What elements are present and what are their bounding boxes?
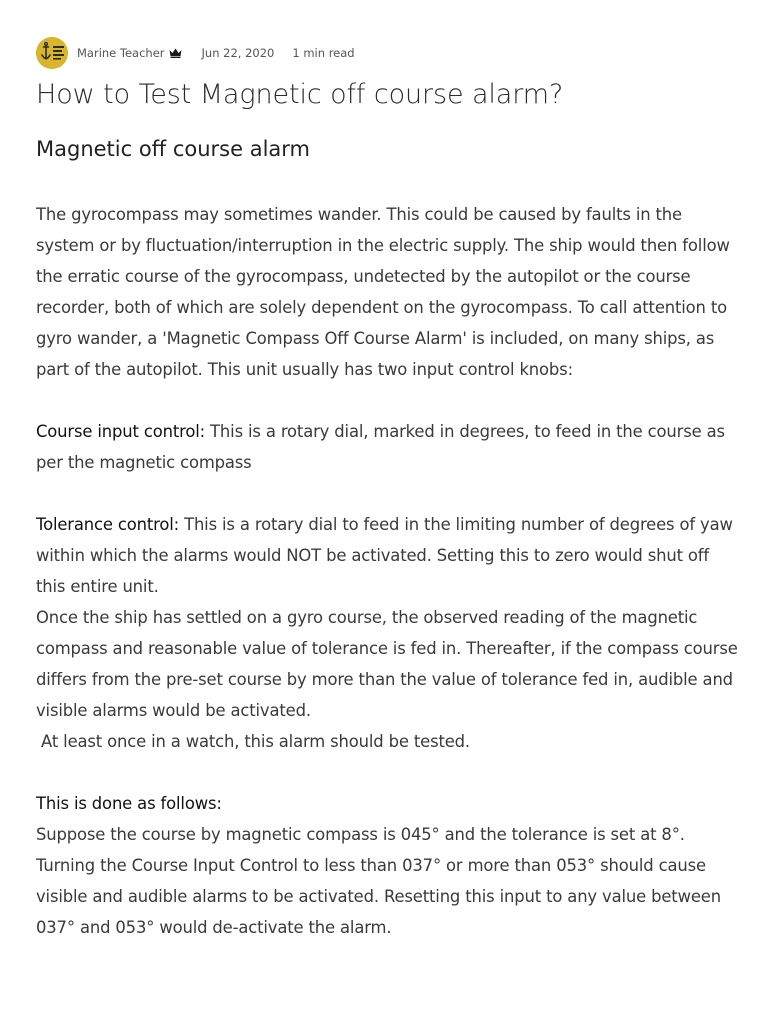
anchor-logo-icon [36, 37, 68, 69]
course-input-paragraph [36, 416, 742, 478]
post-title: How to Test Magnetic off course alarm? [36, 79, 564, 110]
post-date: Jun 22, 2020 [201, 46, 275, 60]
tolerance-text: This is a rotary dial to feed in the limiting number of degrees of yaw within which the alarms would NOT be activated. Setting this to zero would shut off this entire unit. [36, 515, 733, 596]
course-input-text: This is a rotary dial, marked in degrees, to feed in the course as per the magnetic compass [36, 422, 725, 472]
course-input-label: Course input control: [36, 422, 205, 441]
settled-paragraph: Once the ship has settled on a gyro course, the observed reading of the magnetic compass and reasonable value of tolerance is fed in. Thereafter, if the compass course differs from the pre-set course by more than the value of tolerance fed in, audible and visible alarms would be activated. [36, 608, 738, 720]
author-avatar[interactable] [36, 37, 68, 69]
tolerance-paragraph [36, 509, 742, 602]
tolerance-label: Tolerance control: [36, 515, 180, 534]
spacer [36, 385, 742, 416]
spacer [36, 478, 742, 509]
procedure-heading: This is done as follows: [36, 794, 222, 813]
crown-icon [169, 48, 182, 58]
spacer [36, 757, 742, 788]
intro-paragraph: The gyrocompass may sometimes wander. This could be caused by faults in the system or by fluctuation/interruption in the electric supply. The ship would then follow the erratic course of the gyrocompass, undetected by the autopilot or the course recorder, both of which are solely dependent on the gyrocompass. To call attention to gyro wander, a 'Magnetic Compass Off Course Alarm' is included, on many ships, as part of the autopilot. This unit usually has two input control knobs: [36, 205, 730, 379]
read-time: 1 min read [292, 46, 355, 60]
watch-paragraph: At least once in a watch, this alarm should be tested. [36, 732, 470, 751]
author-name[interactable]: Marine Teacher [77, 46, 165, 60]
section-heading: Magnetic off course alarm [36, 137, 310, 161]
procedure-paragraph: Suppose the course by magnetic compass is 045° and the tolerance is set at 8°. Turning the Course Input Control to less than 037° or more than 053° should cause visible and audible alarms to be activated. Resetting this input to any value between 037° and 053° would de-activate the alarm. [36, 825, 721, 937]
post-body [36, 199, 742, 943]
post-meta [36, 37, 355, 69]
